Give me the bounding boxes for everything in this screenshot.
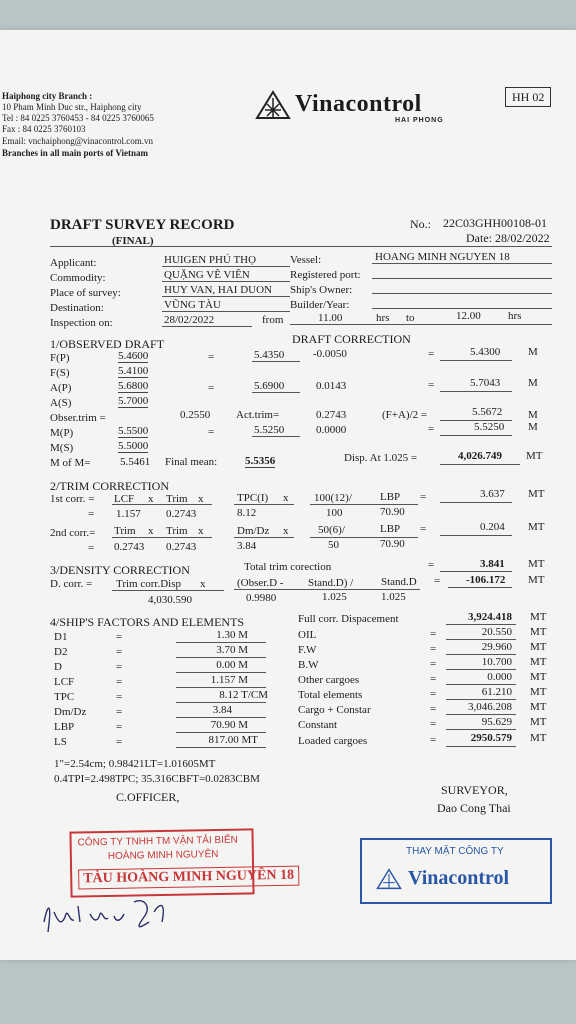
- std-label: Stand.D) /: [308, 577, 354, 589]
- tcd-label: Trim corr.Disp: [116, 578, 181, 590]
- lbp-label: LBP: [380, 523, 401, 535]
- unit: MT: [530, 701, 547, 713]
- logo-text: Vinacontrol: [295, 91, 422, 117]
- unit: MT: [528, 488, 545, 500]
- dmdz-label: Dm/Dz: [237, 525, 270, 537]
- times: x: [283, 525, 289, 537]
- unit: M: [528, 421, 538, 433]
- trim-value: 0.2743: [166, 508, 197, 520]
- hrs-label: hrs: [376, 312, 390, 324]
- equals: =: [420, 491, 427, 503]
- element-label: Other cargoes: [298, 674, 360, 686]
- tcd-value: 4,030.590: [148, 594, 192, 606]
- branch-line: 10 Pham Minh Duc str., Haiphong city: [2, 102, 142, 112]
- factor-label: TPC: [54, 691, 75, 703]
- act-trim-label: Act.trim=: [236, 409, 280, 421]
- officer-label: C.OFFICER,: [116, 790, 180, 804]
- trim-label: Trim: [166, 525, 188, 537]
- obs-trim-label: Obser.trim =: [50, 412, 106, 424]
- draft-correction-title: DRAFT CORRECTION: [292, 332, 411, 346]
- h100-label: 100(12)/: [314, 492, 352, 504]
- ship-stamp: [69, 828, 295, 897]
- tpc-label: TPC(I): [237, 492, 269, 504]
- equals: =: [116, 721, 123, 733]
- vessel-value: HOANG MINH NGUYEN 18: [375, 251, 510, 263]
- stamp-line: CÔNG TY TNHH TM VẬN TẢI BIỂN: [77, 834, 238, 849]
- disp-value: 4,026.749: [458, 450, 502, 462]
- surveyor-label: SURVEYOR,: [441, 783, 508, 797]
- to-label: to: [406, 312, 415, 324]
- final-mean-label: Final mean:: [165, 456, 218, 468]
- f-result: 5.4300: [470, 346, 501, 358]
- equals: =: [116, 646, 123, 658]
- lbp-label: LBP: [380, 491, 401, 503]
- as-value: 5.7000: [118, 395, 149, 407]
- emblem-icon: [376, 868, 402, 890]
- factor-label: D: [54, 661, 62, 673]
- obs-value: 0.9980: [246, 592, 277, 604]
- owner-label: Ship's Owner:: [290, 284, 353, 296]
- unit: MT: [528, 558, 545, 570]
- mofm-label: M of M=: [50, 457, 91, 469]
- unit: MT: [530, 716, 547, 728]
- unit: M: [528, 377, 538, 389]
- fs-value: 5.4100: [118, 365, 149, 377]
- total-trim-value: 3.841: [480, 558, 505, 570]
- unit: MT: [530, 686, 547, 698]
- ms-label: M(S): [50, 442, 74, 454]
- act-trim-value: 0.2743: [316, 409, 347, 421]
- lbp-value: 70.90: [380, 538, 405, 550]
- unit: M: [528, 409, 538, 421]
- place-label: Place of survey:: [50, 287, 121, 299]
- inspection-value: 28/02/2022: [164, 314, 215, 326]
- element-label: Constant: [298, 719, 338, 731]
- factor-label: LS: [54, 736, 67, 748]
- inspection-label: Inspection on:: [50, 317, 113, 329]
- factor-value: 70.90 M: [210, 719, 248, 731]
- h100-value: 100: [326, 507, 343, 519]
- equals: =: [116, 661, 123, 673]
- equals: =: [208, 382, 215, 394]
- equals: =: [430, 703, 437, 715]
- f-mean: 5.4350: [254, 349, 285, 361]
- as-label: A(S): [50, 397, 72, 409]
- registered-port-label: Registered port:: [290, 269, 361, 281]
- dmdz-value: 3.84: [237, 540, 257, 552]
- equals: =: [116, 676, 123, 688]
- equals: =: [208, 351, 215, 363]
- factor-value: 8.12 T/CM: [219, 689, 268, 701]
- stamp-line: HOÀNG MINH NGUYÊN: [107, 849, 219, 862]
- final-mean-value: 5.5356: [245, 455, 276, 467]
- unit: MT: [528, 574, 545, 586]
- hrs-label: hrs: [508, 310, 522, 322]
- element-value: 2950.579: [470, 732, 512, 744]
- obs-label: (Obser.D -: [237, 577, 284, 589]
- equals: =: [88, 542, 95, 554]
- ap-value: 5.6800: [118, 380, 149, 392]
- trim-value: 0.2743: [166, 541, 197, 553]
- equals: =: [116, 706, 123, 718]
- trim-label: Trim: [166, 493, 188, 505]
- times: x: [198, 525, 204, 537]
- unit: MT: [530, 656, 547, 668]
- record-date: Date: 28/02/2022: [466, 231, 550, 245]
- element-label: Full corr. Dispacement: [298, 613, 399, 625]
- record-number: 22C03GHH00108-01: [443, 216, 547, 230]
- section-title: 3/DENSITY CORRECTION: [50, 563, 190, 577]
- equals: =: [430, 628, 437, 640]
- conversion-note: 1"=2.54cm; 0.98421LT=1.01605MT: [54, 758, 216, 770]
- equals: =: [430, 673, 437, 685]
- element-value: 61.210: [481, 686, 512, 698]
- stamp-line: THAY MẶT CÔNG TY: [406, 846, 504, 857]
- stamp-line: Vinacontrol: [408, 867, 510, 889]
- equals: =: [430, 718, 437, 730]
- factor-label: D1: [54, 631, 68, 643]
- total-trim-label: Total trim corection: [244, 561, 332, 573]
- applicant-label: Applicant:: [50, 257, 97, 269]
- lcf-label: LCF: [114, 493, 135, 505]
- ms-value: 5.5000: [118, 440, 149, 452]
- vinacontrol-logo: [255, 88, 465, 128]
- branch-line: Haiphong city Branch :: [2, 91, 93, 101]
- trim-value: 0.2743: [114, 541, 145, 553]
- vessel-label: Vessel:: [290, 254, 322, 266]
- factor-value: 3.70 M: [216, 644, 248, 656]
- h50-label: 50(6)/: [318, 524, 345, 536]
- element-label: Loaded cargoes: [298, 735, 368, 747]
- no-label: No.:: [410, 217, 431, 231]
- dcorr-label: D. corr. =: [50, 578, 93, 590]
- destination-label: Destination:: [50, 302, 104, 314]
- conversion-note: 0.4TPI=2.498TPC; 35.316CBFT=0.0283CBM: [54, 773, 260, 785]
- final-label: (FINAL): [112, 235, 154, 247]
- unit: MT: [530, 611, 547, 623]
- unit: MT: [530, 671, 547, 683]
- place-value: HUY VAN, HAI DUON: [164, 284, 272, 296]
- element-value: 3,924.418: [468, 611, 512, 623]
- factor-label: LBP: [54, 721, 75, 733]
- factor-label: D2: [54, 646, 68, 658]
- equals: =: [88, 508, 95, 520]
- fa-label: (F+A)/2 =: [382, 409, 428, 421]
- first-corr-label: 1st corr. =: [50, 493, 95, 505]
- to-time: 12.00: [456, 310, 481, 322]
- disp-label: Disp. At 1.025 =: [344, 452, 418, 464]
- element-value: 10.700: [481, 656, 512, 668]
- unit: MT: [528, 521, 545, 533]
- factor-value: 817.00 MT: [208, 734, 258, 746]
- stamp-line: TÀU HOÀNG MINH NGUYÊN 18: [78, 866, 299, 890]
- equals: =: [116, 736, 123, 748]
- element-label: Total elements: [298, 689, 363, 701]
- mp-label: M(P): [50, 427, 74, 439]
- branch-line: Fax : 84 0225 3760103: [2, 124, 86, 134]
- lbp-value: 70.90: [380, 506, 405, 518]
- lcf-value: 1.157: [116, 508, 141, 520]
- equals: =: [208, 426, 215, 438]
- std-value: 1.025: [322, 591, 347, 603]
- second-corr-label: 2nd corr.=: [50, 527, 96, 539]
- equals: =: [430, 688, 437, 700]
- equals: =: [428, 559, 435, 571]
- builder-label: Builder/Year:: [290, 299, 350, 311]
- first-corr-result: 3.637: [480, 488, 505, 500]
- unit: MT: [530, 641, 547, 653]
- signature-icon: [34, 892, 194, 942]
- from-time: 11.00: [318, 312, 343, 324]
- equals: =: [428, 423, 435, 435]
- equals: =: [430, 734, 437, 746]
- density-corr-result: -106.172: [466, 574, 506, 586]
- element-label: OIL: [298, 629, 317, 641]
- logo-sub: HAI PHONG: [395, 117, 444, 124]
- factor-value: 1.30 M: [216, 629, 248, 641]
- form-code: HH 02: [505, 87, 551, 107]
- section-title: 4/SHIP'S FACTORS AND ELEMENTS: [50, 615, 245, 629]
- a-corr: 0.0143: [316, 380, 347, 392]
- applicant-value: HUIGEN PHÚ THỌ: [164, 254, 257, 266]
- equals: =: [428, 379, 435, 391]
- branch-line: Tel : 84 0225 3760453 - 84 0225 3760065: [2, 113, 154, 123]
- commodity-label: Commodity:: [50, 272, 106, 284]
- element-label: B.W: [298, 659, 319, 671]
- equals: =: [116, 631, 123, 643]
- company-stamp: [360, 838, 552, 904]
- a-result: 5.7043: [470, 377, 501, 389]
- from-label: from: [262, 314, 284, 326]
- times: x: [198, 493, 204, 505]
- trim-label: Trim: [114, 525, 136, 537]
- unit: MT: [530, 732, 547, 744]
- second-corr-result: 0.204: [480, 521, 505, 533]
- stand-value: 1.025: [381, 591, 406, 603]
- tpc-value: 8.12: [237, 507, 257, 519]
- equals: =: [434, 575, 441, 587]
- f-corr: -0.0050: [313, 348, 347, 360]
- stand-label: Stand.D: [381, 576, 417, 588]
- factor-value: 0.00 M: [216, 659, 248, 671]
- section-title: 2/TRIM CORRECTION: [50, 479, 170, 493]
- emblem-icon: [255, 90, 291, 120]
- fa-value: 5.5672: [472, 406, 503, 418]
- element-value: 3,046.208: [468, 701, 512, 713]
- h50-value: 50: [328, 539, 339, 551]
- factor-value: 3.84: [212, 704, 232, 716]
- element-label: Cargo + Constar: [298, 704, 371, 716]
- document-page: [0, 30, 576, 960]
- unit: MT: [530, 626, 547, 638]
- a-mean: 5.6900: [254, 380, 285, 392]
- destination-value: VŨNG TÀU: [164, 299, 221, 311]
- factor-value: 1.157 M: [210, 674, 248, 686]
- element-value: 29.960: [481, 641, 512, 653]
- unit: M: [528, 346, 538, 358]
- mp-value: 5.5500: [118, 425, 149, 437]
- element-value: 95.629: [481, 716, 512, 728]
- section-title: 1/OBSERVED DRAFT: [50, 337, 165, 351]
- fp-label: F(P): [50, 352, 70, 364]
- element-value: 20.550: [481, 626, 512, 638]
- fp-value: 5.4600: [118, 350, 149, 362]
- times: x: [148, 493, 154, 505]
- times: x: [200, 578, 206, 590]
- obs-trim-value: 0.2550: [180, 409, 211, 421]
- mofm-value: 5.5461: [120, 456, 151, 468]
- factor-label: LCF: [54, 676, 75, 688]
- equals: =: [428, 348, 435, 360]
- unit: MT: [526, 450, 543, 462]
- m-result: 5.5250: [474, 421, 505, 433]
- m-mean: 5.5250: [254, 424, 285, 436]
- fs-label: F(S): [50, 367, 70, 379]
- times: x: [283, 492, 289, 504]
- page-title: DRAFT SURVEY RECORD: [50, 217, 235, 233]
- branch-line: Email: vnchaiphong@vinacontrol.com.vn: [2, 136, 154, 146]
- element-label: F.W: [298, 644, 317, 656]
- m-corr: 0.0000: [316, 424, 347, 436]
- surveyor-name: Dao Cong Thai: [437, 801, 511, 815]
- branch-line: Branches in all main ports of Vietnam: [2, 148, 149, 158]
- equals: =: [430, 658, 437, 670]
- ap-label: A(P): [50, 382, 72, 394]
- times: x: [148, 525, 154, 537]
- equals: =: [430, 643, 437, 655]
- equals: =: [116, 691, 123, 703]
- equals: =: [420, 523, 427, 535]
- commodity-value: QUẶNG VÊ VIÊN: [164, 269, 250, 281]
- factor-label: Dm/Dz: [54, 706, 87, 718]
- element-value: 0.000: [487, 671, 512, 683]
